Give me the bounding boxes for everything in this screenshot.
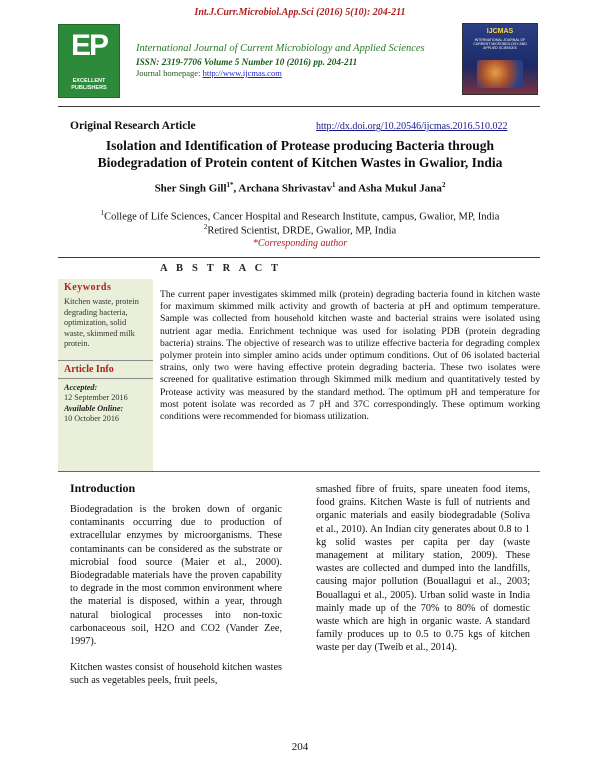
online-label: Available Online: — [64, 403, 124, 413]
author-sup: 1* — [226, 181, 234, 189]
affiliation-text: College of Life Sciences, Cancer Hospital and Research Institute, campus, Gwalior, MP, India — [104, 211, 500, 223]
introduction-heading: Introduction — [70, 481, 136, 495]
header-divider — [58, 106, 540, 107]
abstract-divider — [58, 257, 540, 258]
affiliation-sup: 2 — [203, 223, 208, 231]
corresponding-author: *Corresponding author — [252, 238, 348, 249]
online-date: 10 October 2016 — [64, 414, 120, 423]
affiliation-text: Retired Scientist, DRDE, Gwalior, MP, India — [207, 225, 397, 237]
title-line-2: Biodegradation of Protein content of Kitchen Wastes in Gwalior, India — [97, 155, 503, 170]
author-list: Sher Singh Gill$^{1*}$, Archana Shrivastav$^1$ and Asha Mukul Jana$^2$ — [154, 181, 446, 195]
article-title — [60, 137, 540, 171]
author-sup: 1 — [332, 181, 336, 189]
abstract-heading: A B S T R A C T — [160, 263, 282, 274]
affiliation — [60, 223, 540, 237]
logo-letters: EP — [70, 29, 108, 62]
author-name: Sher Singh Gill — [154, 182, 227, 195]
article-sidebar — [58, 279, 153, 471]
body-paragraph: Kitchen wastes consist of household kitchen wastes such as vegetables peels, fruit peels, — [70, 662, 282, 687]
cover-image — [477, 60, 523, 88]
abstract-text: The current paper investigates skimmed milk (protein) degrading bacteria found in kitchen waste for maximum skimmed milk activity and growth of bacteria at pH and optimum temperature. Sample was collected from household kitchen waste and bacterial strains were isolated using nutrient agar media. Enrichment technique was used for isolating PDB (protein degrading bacteria) strains. The objective of research was to utilize effective bacteria for degrading complex polymer protein into simpler amino acids under optimum conditions. Out of 06 isolated bacterial strains, only two were having effective protein degrading bacteria. These two isolates were screened for qualitative estimation through Skimmed milk medium and quantitatively tested by Protease activity was measured by the standard method. The optimum pH and temperature for most potent isolate was recorded as 7 pH and 37C correspondingly. These optimum working conditions were recommended for biomass utilization. — [160, 289, 540, 423]
title-line-1: Isolation and Identification of Protease producing Bacteria through — [105, 138, 495, 153]
logo-text: EXCELLENT PUBLISHERS — [71, 78, 107, 91]
publisher-logo — [58, 24, 120, 98]
accepted-label: Accepted: — [64, 382, 98, 392]
keywords-heading: Keywords — [64, 282, 112, 293]
doi-link[interactable]: http://dx.doi.org/10.20546/ijcmas.2016.510.022 — [316, 121, 508, 132]
affiliation-sup: 1 — [100, 209, 105, 217]
article-info — [58, 379, 153, 425]
accepted-date: 12 September 2016 — [64, 393, 128, 402]
article-type: Original Research Article — [70, 120, 196, 132]
running-head: Int.J.Curr.Microbiol.App.Sci (2016) 5(10): 204-211 — [194, 7, 406, 18]
journal-info — [136, 43, 466, 78]
body-paragraph: smashed fibre of fruits, spare uneaten food items, food grains. Kitchen Waste is full of nutrients and organic materials and easily biodegradable (Soliva et al., 2010). An Indian city generates about 0.8 to 1 kg solid wastes per capita per day (waste management at military station, 2009). These wastes are collected and dumped into the landfills, causing major pollution (Bouallagui et al., 2003; Bouallagui et al., 2005). Urban solid waste in India mainly made up of the 70% to 80% of domestic waste which are high in organic waste. A standard family produces up to 0.5 to 0.75 kgs of kitchen waste per day (Tweib et al., 2014). — [316, 484, 530, 654]
abstract-bottom-divider — [58, 471, 540, 472]
author-sup: 2 — [441, 181, 446, 189]
journal-homepage — [136, 68, 466, 78]
homepage-label: Journal homepage: — [136, 68, 203, 78]
keywords-list: Kitchen waste, protein degrading bacteria, optimization, solid waste, skimmed milk protein. — [64, 297, 139, 348]
body-left-column — [70, 503, 282, 701]
affiliation — [60, 209, 540, 223]
page-number: 204 — [291, 741, 309, 753]
body-right-column — [316, 483, 530, 655]
homepage-link[interactable]: http://www.ijcmas.com — [202, 68, 282, 78]
author-name: Asha Mukul Jana — [358, 182, 442, 195]
journal-cover — [462, 23, 538, 95]
body-paragraph: Biodegradation is the broken down of organic contaminants occurring due to production of extracellular enzymes by microorganisms. These contaminants can be considered as the substrate or microbial food source (Maier et al., 2000). Biodegradable materials have the proven capability to degrade in the most common environment where the material is disposed, within a year, through natural biological processes into non-toxic carbonaceous soil, H2O and CO2 (Vander Zee, 1997). — [70, 504, 282, 648]
article-info-heading: Article Info — [58, 360, 153, 379]
cover-title: IJCMAS — [486, 28, 514, 35]
cover-subtitle: INTERNATIONAL JOURNAL OF CURRENT MICROBIOLOGY AND APPLIED SCIENCES — [473, 38, 527, 50]
journal-title: International Journal of Current Microbiology and Applied Sciences — [136, 43, 425, 54]
journal-issn: ISSN: 2319-7706 Volume 5 Number 10 (2016) pp. 204-211 — [136, 57, 358, 67]
author-name: Archana Shrivastav — [238, 182, 333, 195]
